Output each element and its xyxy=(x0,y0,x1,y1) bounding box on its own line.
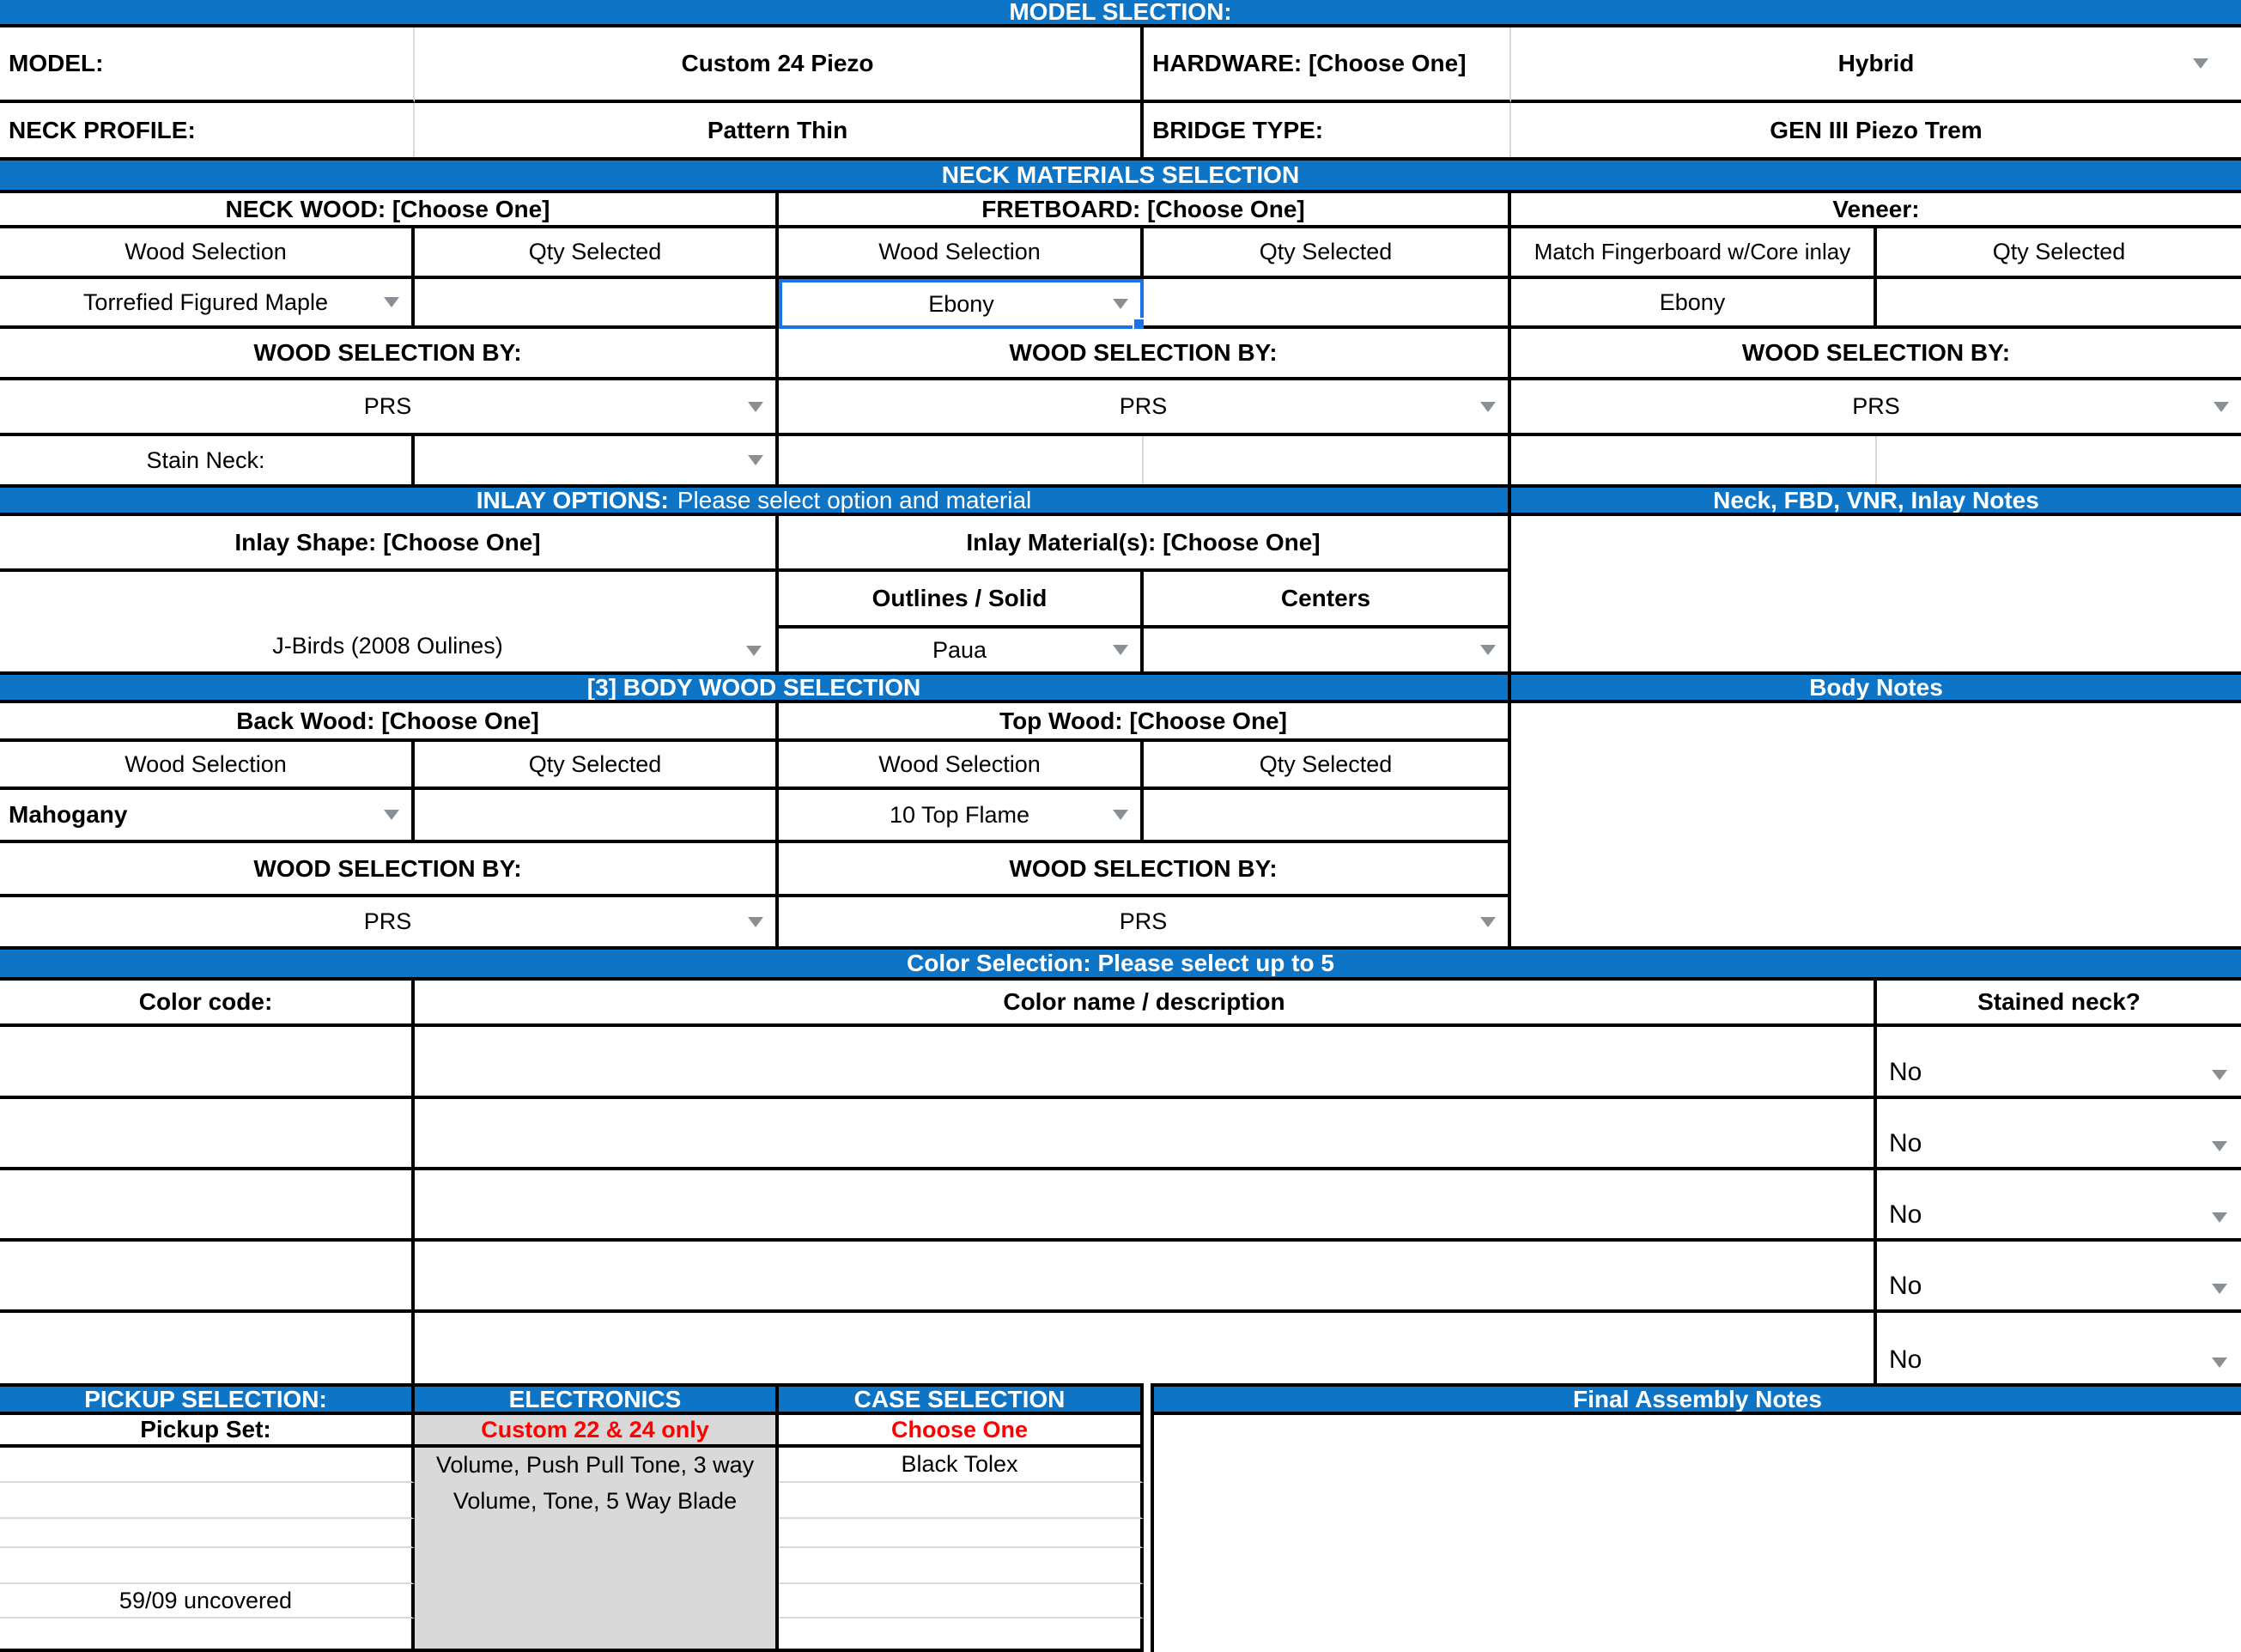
back-wood-by-value: PRS xyxy=(363,908,412,934)
case-cell[interactable] xyxy=(779,1619,1144,1652)
stain-neck-dropdown[interactable] xyxy=(415,436,779,484)
neck-wood-value: Torrefied Figured Maple xyxy=(82,288,329,315)
electronics-band xyxy=(415,1383,779,1415)
veneer-header: Veneer: xyxy=(1511,193,2241,228)
top-qty-selected-col: Qty Selected xyxy=(1144,742,1511,790)
hardware-label: HARDWARE: [Choose One] xyxy=(1144,27,1511,103)
empty-cell[interactable] xyxy=(1144,436,1511,484)
veneer-wood-by-value: PRS xyxy=(1852,393,1900,419)
empty-cell[interactable] xyxy=(779,436,1144,484)
electronics-options-panel xyxy=(415,1448,779,1652)
pickup-set-label: Pickup Set: xyxy=(0,1415,415,1448)
top-wood-by-header: WOOD SELECTION BY: xyxy=(779,843,1511,897)
neck-notes-band xyxy=(1511,484,2241,516)
stained-neck-col-header: Stained neck? xyxy=(1877,981,2241,1027)
veneer-qty-selected-col: Qty Selected xyxy=(1877,228,2241,279)
final-assembly-notes-cell[interactable] xyxy=(1151,1415,2241,1652)
veneer-qty-cell[interactable] xyxy=(1877,279,2241,329)
color-code-cell-2[interactable] xyxy=(0,1099,415,1170)
back-wood-value: Mahogany xyxy=(9,801,128,828)
dropdown-arrow-icon xyxy=(2193,58,2208,69)
neck-wood-by-dropdown[interactable] xyxy=(0,380,779,436)
top-wood-header: Top Wood: [Choose One] xyxy=(779,703,1511,742)
dropdown-arrow-icon xyxy=(2212,1284,2227,1294)
dropdown-arrow-icon xyxy=(384,810,399,820)
stained-neck-value: No xyxy=(1889,1200,1922,1229)
neck-materials-title: NECK MATERIALS SELECTION xyxy=(941,161,1300,188)
stained-neck-dropdown-1[interactable] xyxy=(1877,1027,2241,1099)
back-wood-by-header: WOOD SELECTION BY: xyxy=(0,843,779,897)
inlay-shape-header: Inlay Shape: [Choose One] xyxy=(0,516,779,572)
inlay-options-title: INLAY OPTIONS: xyxy=(476,486,669,513)
pickup-cell[interactable] xyxy=(0,1483,415,1519)
fretboard-header: FRETBOARD: [Choose One] xyxy=(779,193,1511,228)
stained-neck-value: No xyxy=(1889,1129,1922,1157)
case-cell[interactable] xyxy=(779,1584,1144,1619)
case-cell[interactable] xyxy=(779,1519,1144,1548)
top-wood-value: 10 Top Flame xyxy=(889,801,1030,828)
pickup-value-cell[interactable]: 59/09 uncovered xyxy=(0,1584,415,1619)
pickup-selection-band xyxy=(0,1383,415,1415)
dropdown-arrow-icon xyxy=(384,297,399,307)
dropdown-arrow-icon xyxy=(748,455,763,465)
inlay-materials-header: Inlay Material(s): [Choose One] xyxy=(779,516,1511,572)
top-wood-by-dropdown[interactable] xyxy=(779,897,1511,946)
empty-cell[interactable] xyxy=(1877,436,2241,484)
inlay-notes-cell[interactable] xyxy=(1511,516,2241,671)
back-qty-selected-col: Qty Selected xyxy=(415,742,779,790)
color-name-cell-3[interactable] xyxy=(415,1170,1877,1242)
dropdown-arrow-icon xyxy=(746,646,762,656)
dropdown-arrow-icon xyxy=(1113,645,1128,655)
bridge-type-label: BRIDGE TYPE: xyxy=(1144,103,1511,157)
outlines-col-header: Outlines / Solid xyxy=(779,572,1144,629)
fretboard-qty-cell[interactable] xyxy=(1144,279,1511,329)
pickup-cell[interactable] xyxy=(0,1519,415,1548)
neck-profile-label: NECK PROFILE: xyxy=(0,103,415,157)
stained-neck-dropdown-4[interactable] xyxy=(1877,1242,2241,1313)
back-wood-dropdown[interactable] xyxy=(0,790,415,843)
final-assembly-notes-band xyxy=(1151,1383,2241,1415)
fretboard-wood-value: Ebony xyxy=(928,290,994,317)
dropdown-arrow-icon xyxy=(1480,645,1496,655)
dropdown-arrow-icon xyxy=(2212,1141,2227,1151)
fretboard-wood-dropdown[interactable] xyxy=(779,279,1144,329)
color-name-cell-2[interactable] xyxy=(415,1099,1877,1170)
color-name-col-header: Color name / description xyxy=(415,981,1877,1027)
back-wood-qty-cell[interactable] xyxy=(415,790,779,843)
color-name-cell-5[interactable] xyxy=(415,1313,1877,1383)
hardware-value: Hybrid xyxy=(1837,50,1915,76)
bridge-type-value-cell[interactable]: GEN III Piezo Trem xyxy=(1511,103,2241,157)
dropdown-arrow-icon xyxy=(748,402,763,412)
case-selection-title: CASE SELECTION xyxy=(853,1385,1066,1412)
dropdown-arrow-icon xyxy=(2212,1357,2227,1368)
stained-neck-value: No xyxy=(1889,1345,1922,1374)
outlines-material-value: Paua xyxy=(932,636,987,663)
case-cell[interactable] xyxy=(779,1483,1144,1519)
dropdown-arrow-icon xyxy=(1113,810,1128,820)
back-wood-selection-col: Wood Selection xyxy=(0,742,415,790)
color-name-cell-1[interactable] xyxy=(415,1027,1877,1099)
stained-neck-dropdown-3[interactable] xyxy=(1877,1170,2241,1242)
color-selection-band xyxy=(0,946,2241,981)
outlines-material-dropdown[interactable] xyxy=(779,629,1144,671)
electronics-note: Custom 22 & 24 only xyxy=(415,1415,779,1448)
fretboard-wood-by-dropdown[interactable] xyxy=(779,380,1511,436)
neck-wood-dropdown[interactable] xyxy=(0,279,415,329)
dropdown-arrow-icon xyxy=(748,917,763,927)
case-selection-band xyxy=(779,1383,1144,1415)
stained-neck-dropdown-2[interactable] xyxy=(1877,1099,2241,1170)
electronics-title: ELECTRONICS xyxy=(508,1385,682,1412)
dropdown-arrow-icon xyxy=(2212,1212,2227,1223)
hardware-dropdown[interactable] xyxy=(1511,27,2241,103)
stained-neck-value: No xyxy=(1889,1058,1922,1086)
case-cell[interactable] xyxy=(779,1548,1144,1584)
neck-materials-band xyxy=(0,157,2241,193)
neck-wood-by-value: PRS xyxy=(363,393,412,419)
color-code-cell-3[interactable] xyxy=(0,1170,415,1242)
inlay-options-subtitle: Please select option and material xyxy=(677,486,1032,513)
color-code-cell-1[interactable] xyxy=(0,1027,415,1099)
model-section-title: MODEL SLECTION: xyxy=(1009,0,1232,25)
neck-qty-selected-col: Qty Selected xyxy=(415,228,779,279)
back-wood-header: Back Wood: [Choose One] xyxy=(0,703,779,742)
color-code-cell-5[interactable] xyxy=(0,1313,415,1383)
fretboard-wood-by-value: PRS xyxy=(1119,393,1168,419)
model-value-cell[interactable]: Custom 24 Piezo xyxy=(415,27,1144,103)
case-note: Choose One xyxy=(779,1415,1144,1448)
stain-neck-label: Stain Neck: xyxy=(0,436,415,484)
veneer-wood-by-dropdown[interactable] xyxy=(1511,380,2241,436)
neck-wood-qty-cell[interactable] xyxy=(415,279,779,329)
centers-material-dropdown[interactable] xyxy=(1144,629,1511,671)
model-section-band xyxy=(0,0,2241,27)
stained-neck-dropdown-5[interactable] xyxy=(1877,1313,2241,1383)
neck-wood-header: NECK WOOD: [Choose One] xyxy=(0,193,779,228)
back-wood-by-dropdown[interactable] xyxy=(0,897,779,946)
neck-profile-value-cell[interactable]: Pattern Thin xyxy=(415,103,1144,157)
color-code-cell-4[interactable] xyxy=(0,1242,415,1313)
dropdown-arrow-icon xyxy=(1113,299,1128,309)
body-wood-title: [3] BODY WOOD SELECTION xyxy=(586,673,921,701)
body-wood-band xyxy=(0,671,1511,703)
dropdown-arrow-icon xyxy=(2214,402,2229,412)
neck-wood-selection-col: Wood Selection xyxy=(0,228,415,279)
inlay-shape-value: J-Birds (2008 Oulines) xyxy=(272,633,503,659)
top-wood-by-value: PRS xyxy=(1119,908,1168,934)
electronics-option-1: Volume, Push Pull Tone, 3 way xyxy=(435,1452,755,1478)
final-assembly-notes-title: Final Assembly Notes xyxy=(1573,1385,1822,1412)
pickup-cell[interactable] xyxy=(0,1448,415,1483)
body-notes-title: Body Notes xyxy=(1809,673,1943,701)
dropdown-arrow-icon xyxy=(1480,402,1496,412)
color-code-col-header: Color code: xyxy=(0,981,415,1027)
fretboard-wood-by-header: WOOD SELECTION BY: xyxy=(779,329,1511,380)
top-wood-dropdown[interactable] xyxy=(779,790,1144,843)
color-selection-title: Color Selection: Please select up to 5 xyxy=(907,950,1334,976)
pickup-cell[interactable] xyxy=(0,1548,415,1584)
inlay-shape-dropdown[interactable] xyxy=(0,572,779,671)
body-notes-band xyxy=(1511,671,2241,703)
top-wood-qty-cell[interactable] xyxy=(1144,790,1511,843)
neck-notes-title: Neck, FBD, VNR, Inlay Notes xyxy=(1713,486,2039,513)
dropdown-arrow-icon xyxy=(2212,1070,2227,1080)
case-value-cell[interactable]: Black Tolex xyxy=(779,1448,1144,1483)
veneer-match-col: Match Fingerboard w/Core inlay xyxy=(1511,228,1877,279)
fretboard-qty-selected-col: Qty Selected xyxy=(1144,228,1511,279)
veneer-value-cell[interactable]: Ebony xyxy=(1511,279,1877,329)
top-wood-selection-col: Wood Selection xyxy=(779,742,1144,790)
stained-neck-value: No xyxy=(1889,1272,1922,1300)
pickup-selection-title: PICKUP SELECTION: xyxy=(84,1385,327,1412)
model-label: MODEL: xyxy=(0,27,415,103)
inlay-options-band xyxy=(0,484,1511,516)
pickup-cell[interactable] xyxy=(0,1619,415,1652)
dropdown-arrow-icon xyxy=(1480,917,1496,927)
electronics-option-2: Volume, Tone, 5 Way Blade xyxy=(452,1487,738,1514)
body-notes-cell[interactable] xyxy=(1511,703,2241,946)
veneer-wood-by-header: WOOD SELECTION BY: xyxy=(1511,329,2241,380)
empty-cell[interactable] xyxy=(1511,436,1877,484)
fretboard-wood-selection-col: Wood Selection xyxy=(779,228,1144,279)
neck-wood-by-header: WOOD SELECTION BY: xyxy=(0,329,779,380)
centers-col-header: Centers xyxy=(1144,572,1511,629)
color-name-cell-4[interactable] xyxy=(415,1242,1877,1313)
